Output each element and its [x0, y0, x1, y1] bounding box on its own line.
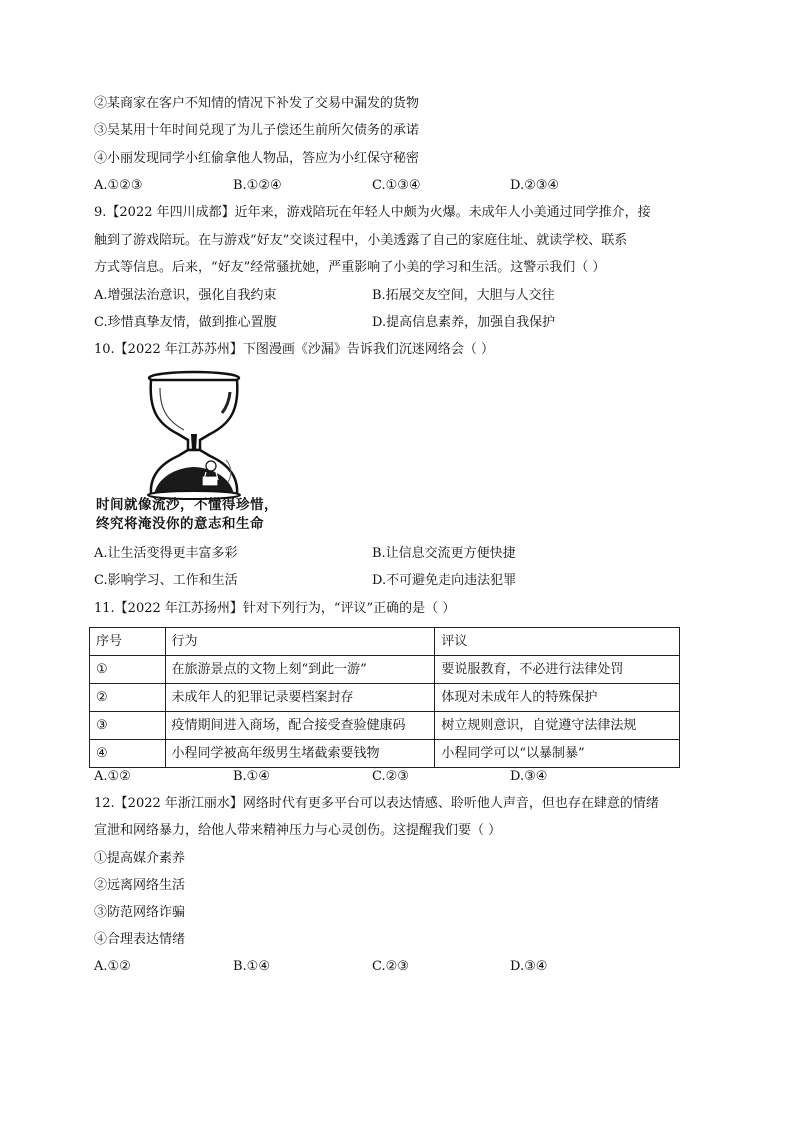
table-cell: 疫情期间进入商场，配合接受查验健康码 — [165, 712, 435, 740]
q11-option-d[interactable]: D.③④ — [510, 769, 548, 784]
table-cell: ① — [90, 656, 166, 684]
q11-option-a[interactable]: A.①② — [94, 769, 131, 784]
q12-option-b[interactable]: B.①④ — [233, 959, 270, 974]
q11-options — [94, 768, 694, 786]
table-header-row — [90, 628, 680, 656]
header-cell: 行为 — [165, 628, 435, 656]
table-row — [90, 684, 680, 712]
table-cell: 小程同学被高年级男生堵截索要钱物 — [165, 740, 435, 768]
q9-options-row-2 — [94, 314, 694, 332]
q8-statement-3: ③吴某用十年时间兑现了为儿子偿还生前所欠债务的承诺 — [94, 123, 420, 138]
q9-option-d[interactable]: D.提高信息素养，加强自我保护 — [372, 315, 556, 330]
q11-stem: 11.【2022 年江苏扬州】针对下列行为，“评议”正确的是（ ） — [94, 601, 456, 616]
q9-stem-line-3: 方式等信息。后来，“好友”经常骚扰她，严重影响了小美的学习和生活。这警示我们（ ） — [94, 260, 606, 275]
q12-options — [94, 958, 694, 976]
q8-statement-4: ④小丽发现同学小红偷拿他人物品，答应为小红保守秘密 — [94, 151, 420, 166]
q8-option-d[interactable]: D.②③④ — [510, 178, 560, 193]
q12-stem-line-2: 宣泄和网络暴力，给他人带来精神压力与心灵创伤。这提醒我们要（ ） — [94, 823, 502, 838]
q9-option-c[interactable]: C.珍惜真挚友情，做到推心置腹 — [94, 315, 277, 330]
q8-option-b[interactable]: B.①②④ — [233, 178, 282, 193]
q9-stem-line-2: 触到了游戏陪玩。在与游戏“好友”交谈过程中，小美透露了自己的家庭住址、就读学校、联系 — [94, 233, 628, 248]
table-cell: 小程同学可以“以暴制暴” — [435, 740, 680, 768]
table-cell: 在旅游景点的文物上刻“到此一游” — [165, 656, 435, 684]
table-cell: 体现对未成年人的特殊保护 — [435, 684, 680, 712]
q10-option-c[interactable]: C.影响学习、工作和生活 — [94, 573, 238, 588]
q12-statement-2: ②远离网络生活 — [94, 878, 186, 893]
table-cell: ④ — [90, 740, 166, 768]
q11-option-c[interactable]: C.②③ — [372, 769, 409, 784]
q9-option-a[interactable]: A.增强法治意识，强化自我约束 — [94, 288, 277, 303]
header-cell: 序号 — [90, 628, 166, 656]
table-row — [90, 740, 680, 768]
q9-stem-line-1: 9.【2022 年四川成都】近年来，游戏陪玩在年轻人中颇为火爆。未成年人小美通过同学推介，接 — [94, 205, 651, 220]
q10-option-d[interactable]: D.不可避免走向违法犯罪 — [372, 573, 517, 588]
caption-line-2: 终究将淹没你的意志和生命 — [96, 516, 264, 532]
table-row — [90, 656, 680, 684]
q10-options-row-2 — [94, 572, 694, 590]
q11-table — [89, 627, 680, 768]
cartoon-caption — [96, 496, 336, 534]
q9-option-b[interactable]: B.拓展交友空间，大胆与人交往 — [372, 288, 555, 303]
q12-option-a[interactable]: A.①② — [94, 959, 131, 974]
q8-option-a[interactable]: A.①②③ — [94, 178, 143, 193]
table-cell: 树立规则意识，自觉遵守法律法规 — [435, 712, 680, 740]
q12-option-c[interactable]: C.②③ — [372, 959, 409, 974]
q12-option-d[interactable]: D.③④ — [510, 959, 548, 974]
q12-statement-3: ③防范网络诈骗 — [94, 905, 186, 920]
q9-options-row-1 — [94, 287, 694, 305]
q10-option-a[interactable]: A.让生活变得更丰富多彩 — [94, 546, 238, 561]
table-cell: ② — [90, 684, 166, 712]
q10-stem: 10.【2022 年江苏苏州】下图漫画《沙漏》告诉我们沉迷网络会（ ） — [94, 342, 495, 357]
table-row — [90, 712, 680, 740]
table-cell: ③ — [90, 712, 166, 740]
q8-option-c[interactable]: C.①③④ — [372, 178, 421, 193]
q8-options — [94, 177, 694, 195]
q10-options-row-1 — [94, 545, 694, 563]
q11-option-b[interactable]: B.①④ — [233, 769, 270, 784]
table-cell: 要说服教育，不必进行法律处罚 — [435, 656, 680, 684]
q8-statement-2: ②某商家在客户不知情的情况下补发了交易中漏发的货物 — [94, 96, 420, 111]
header-cell: 评议 — [435, 628, 680, 656]
q12-stem-line-1: 12.【2022 年浙江丽水】网络时代有更多平台可以表达情感、聆听他人声音，但也存在肆意的情绪 — [94, 796, 659, 811]
caption-line-1: 时间就像流沙，不懂得珍惜， — [96, 497, 278, 513]
q10-option-b[interactable]: B.让信息交流更方便快捷 — [372, 546, 516, 561]
q12-statement-4: ④合理表达情绪 — [94, 932, 186, 947]
q12-statement-1: ①提高媒介素养 — [94, 851, 186, 866]
table-cell: 未成年人的犯罪记录要档案封存 — [165, 684, 435, 712]
